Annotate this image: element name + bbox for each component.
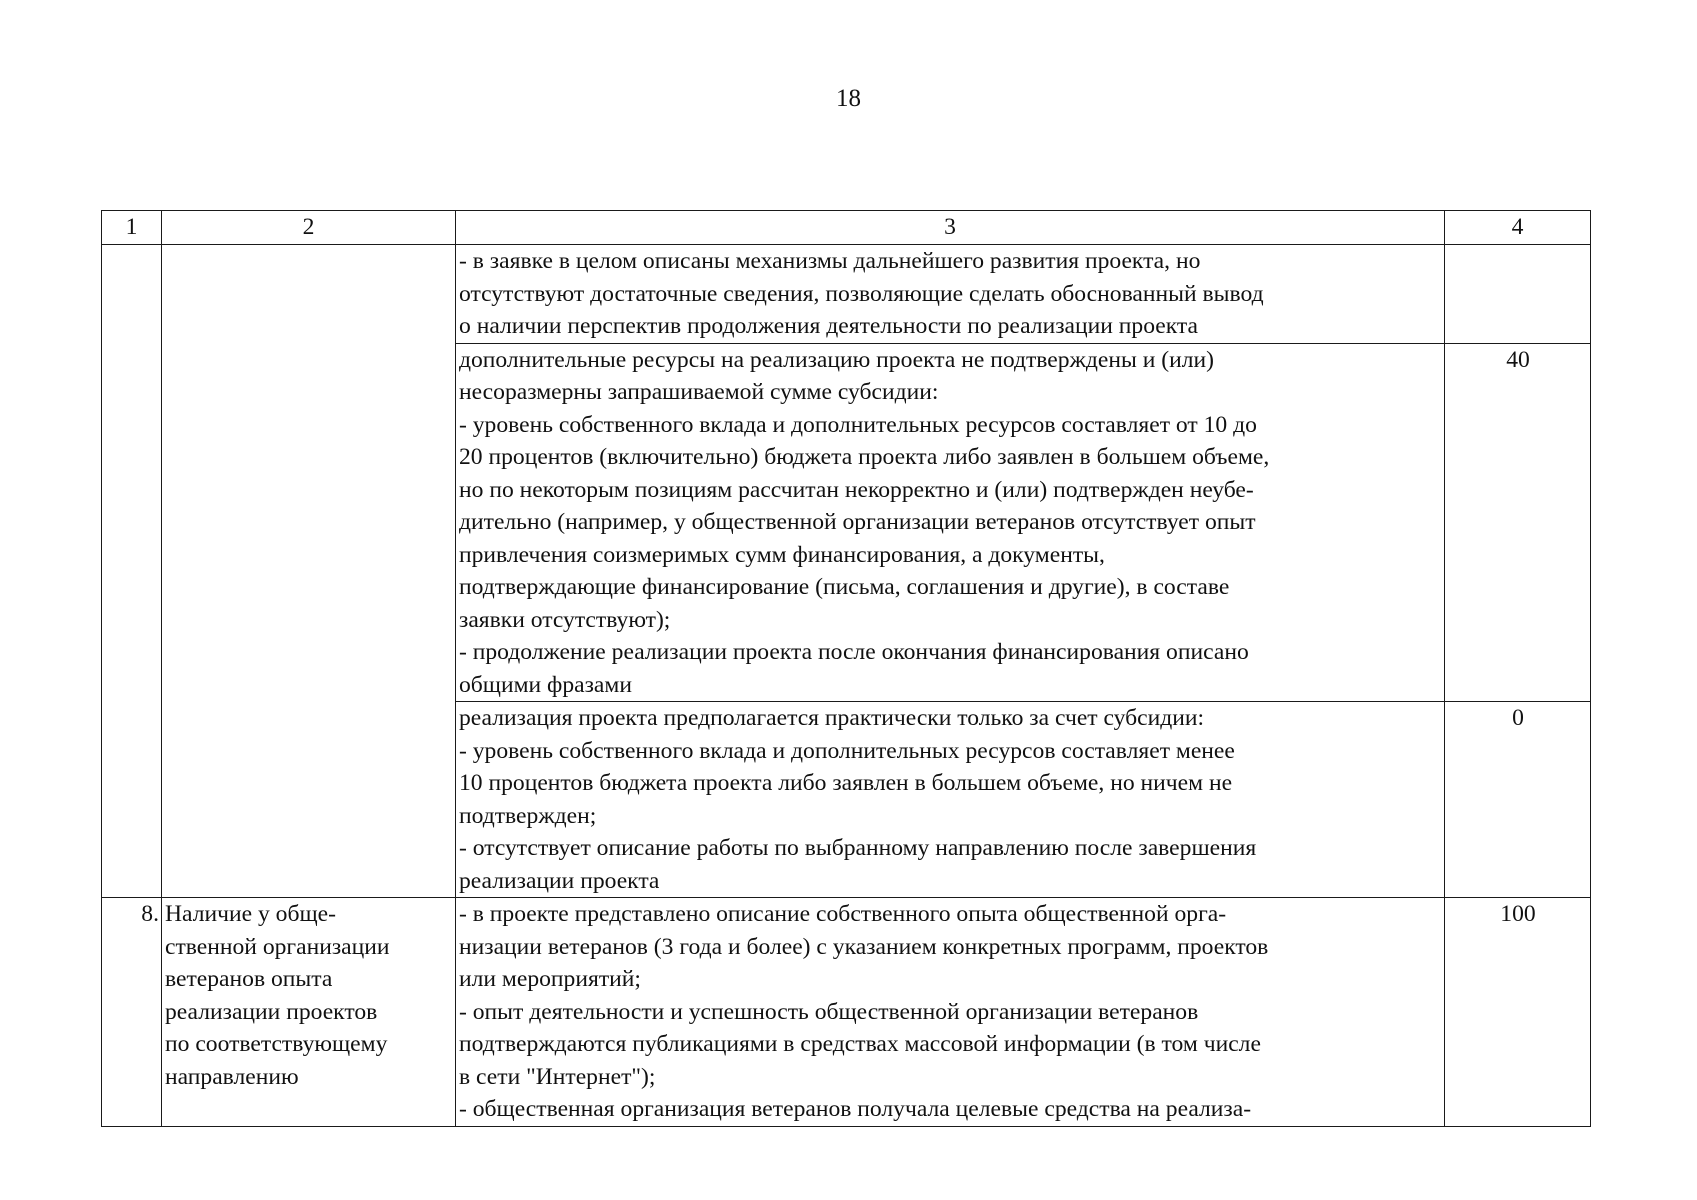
description-line: дополнительные ресурсы на реализацию проекта не подтверждены и (или) (459, 346, 1214, 373)
description-line: подтверждаются публикациями в средствах массовой информации (в том числе (459, 1031, 1261, 1057)
page-number: 18 (836, 85, 861, 112)
description-line: - уровень собственного вклада и дополнительных ресурсов составляет от 10 до (459, 411, 1257, 438)
description-line: но по некоторым позициям рассчитан некорректно и (или) подтвержден неубе- (459, 476, 1254, 503)
description-line: несоразмерны запрашиваемой сумме субсидии: (459, 379, 939, 405)
score-cell (1445, 245, 1591, 344)
description-line: заявки отсутствуют); (459, 606, 671, 633)
description-cell (456, 245, 1445, 344)
criterion-cell (162, 245, 456, 898)
criterion-cell (162, 898, 456, 1127)
description-line: 20 процентов (включительно) бюджета проекта либо заявлен в большем объеме, (459, 444, 1270, 470)
row-number-cell (102, 245, 162, 898)
description-line: отсутствуют достаточные сведения, позволяющие сделать обоснованный вывод (459, 280, 1264, 307)
description-line: дительно (например, у общественной организации ветеранов отсутствует опыт (459, 509, 1256, 535)
description-line: реализации проекта (459, 867, 660, 894)
description-line: подтверждающие финансирование (письма, соглашения и другие), в составе (459, 574, 1230, 600)
description-cell (456, 898, 1445, 1127)
description-line: или мероприятий; (459, 966, 641, 992)
description-line: - уровень собственного вклада и дополнительных ресурсов составляет менее (459, 737, 1235, 764)
column-header-2: 2 (162, 211, 456, 245)
column-header-3: 3 (456, 211, 1445, 245)
table-header-row (102, 211, 1591, 245)
description-line: - в проекте представлено описание собственного опыта общественной орга- (459, 901, 1227, 927)
description-line: - опыт деятельности и успешность общественной организации ветеранов (459, 998, 1199, 1025)
description-line: низации ветеранов (3 года и более) с указанием конкретных программ, проектов (459, 933, 1269, 960)
row-number-cell: 8. (102, 898, 162, 1127)
description-line: - продолжение реализации проекта после окончания финансирования описано (459, 639, 1249, 665)
description-line: подтвержден; (459, 802, 597, 829)
description-line: привлечения соизмеримых сумм финансирования, а документы, (459, 541, 1105, 568)
description-line: - в заявке в целом описаны механизмы дальнейшего развития проекта, но (459, 248, 1201, 274)
description-cell (456, 702, 1445, 898)
criterion-line: ветеранов опыта (165, 966, 333, 992)
column-header-1: 1 (102, 211, 162, 245)
description-cell (456, 343, 1445, 702)
description-line: в сети "Интернет"); (459, 1063, 656, 1090)
description-line: - общественная организация ветеранов получала целевые средства на реализа- (459, 1096, 1252, 1122)
table-row (102, 898, 1591, 1127)
score-cell: 40 (1445, 343, 1591, 702)
criterion-line: по соответствующему (165, 1031, 388, 1057)
description-line: реализация проекта предполагается практически только за счет субсидии: (459, 705, 1205, 731)
description-line: 10 процентов бюджета проекта либо заявлен в большем объеме, но ничем не (459, 770, 1233, 796)
description-line: о наличии перспектив продолжения деятельности по реализации проекта (459, 313, 1198, 339)
criterion-line: реализации проектов (165, 998, 378, 1025)
criteria-table (101, 210, 1591, 1127)
table-row (102, 245, 1591, 344)
criterion-line: Наличие у обще- (165, 901, 336, 927)
score-cell: 0 (1445, 702, 1591, 898)
criterion-line: ственной организации (165, 933, 390, 960)
description-line: - отсутствует описание работы по выбранному направлению после завершения (459, 835, 1257, 861)
score-cell: 100 (1445, 898, 1591, 1127)
column-header-4: 4 (1445, 211, 1591, 245)
criterion-line: направлению (165, 1063, 299, 1090)
description-line: общими фразами (459, 671, 632, 698)
